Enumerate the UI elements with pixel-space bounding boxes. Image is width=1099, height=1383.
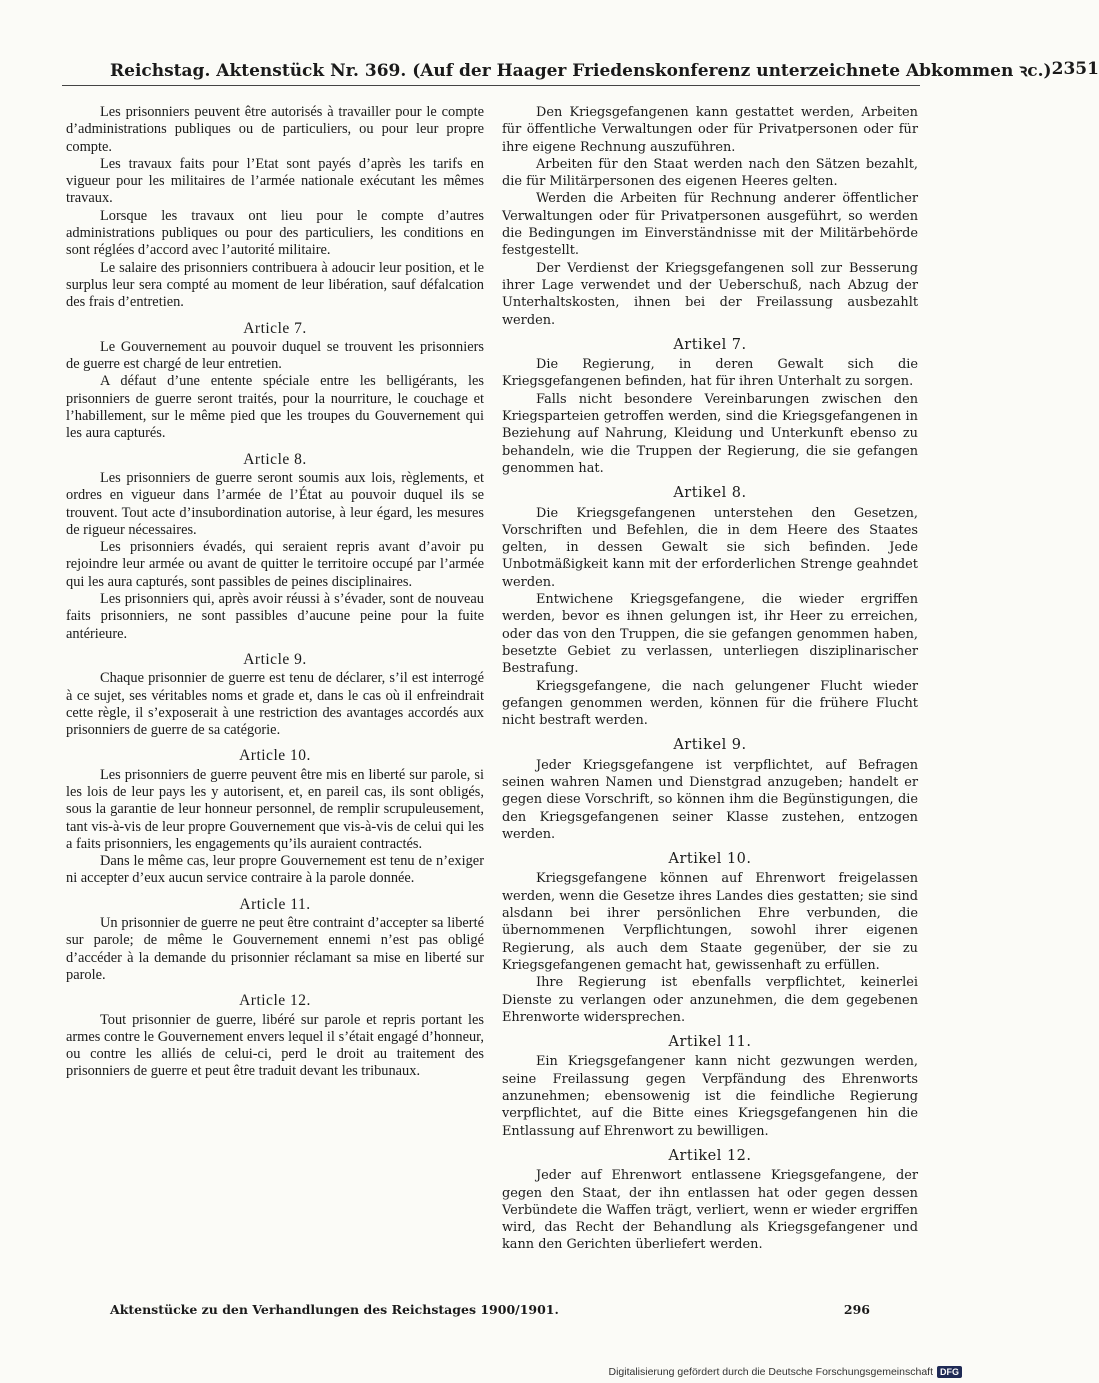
article-heading: Artikel 7. bbox=[673, 336, 747, 353]
article-paragraph: Jeder auf Ehrenwort entlassene Kriegsgefangene, der gegen den Staat, der ihn entlassen hat oder gegen dessen Verbündete die Waffen trägt, verliert, wenn er wieder ergriffen wird, das Recht der Behandlung als Kriegsgefangener und kann den Gerichten überliefert werden. bbox=[502, 1168, 918, 1253]
dfg-logo-icon: DFG bbox=[937, 1366, 962, 1378]
footer-source: Aktenstücke zu den Verhandlungen des Reichstages 1900/1901. bbox=[110, 1302, 559, 1317]
intro-paragraph: Der Verdienst der Kriegsgefangenen soll zur Besserung ihrer Lage verwendet und der Ueberschuß, nach Abzug der Unterhaltskosten, ihnen bei der Freilassung ausbezahlt werden. bbox=[502, 260, 918, 328]
intro-paragraph: Les prisonniers peuvent être autorisés à travailler pour le compte d’administrations publiques ou de particuliers, ou pour leur propre compte. bbox=[66, 104, 484, 155]
page-number: 2351 bbox=[1051, 59, 1099, 79]
intro-paragraph: Den Kriegsgefangenen kann gestattet werden, Arbeiten für öffentliche Verwaltungen oder für Privatpersonen oder für ihre eigene Rechnung auszuführen. bbox=[502, 105, 918, 155]
article-heading: Article 11. bbox=[239, 895, 311, 913]
article-paragraph: Les prisonniers de guerre seront soumis aux lois, règlements, et ordres en vigueur dans l’armée de l’État au pouvoir duquel ils se trouvent. Tout acte d’insubordination autorise, à leur égard, les mesures de rigueur nécessaires. bbox=[66, 469, 484, 538]
intro-paragraph: Werden die Arbeiten für Rechnung anderer öffentlicher Verwaltungen oder für Privatpersonen ausgeführt, so werden die Bedingungen im Einverständnisse mit der Militärbehörde festgestellt. bbox=[502, 191, 918, 259]
article-paragraph: Ein Kriegsgefangener kann nicht gezwungen werden, seine Freilassung gegen Verpfändung des Ehrenworts anzunehmen; ebensowenig ist die feindliche Regierung verpflichtet, auf die Bitte eines Kriegsgefangenen hin die Entlassung auf Ehrenwort zu bewilligen. bbox=[502, 1054, 918, 1139]
article-heading: Article 7. bbox=[243, 319, 307, 337]
article-paragraph: Les prisonniers qui, après avoir réussi à s’évader, sont de nouveau faits prisonniers, ne sont passibles d’aucune peine pour la fuite antérieure. bbox=[66, 591, 484, 642]
article-heading: Artikel 8. bbox=[673, 485, 747, 502]
article-paragraph: Die Kriegsgefangenen unterstehen den Gesetzen, Vorschriften und Befehlen, die in dem Heere des Staates gelten, in dessen Gewalt sie sich befinden. Jede Unbotmäßigkeit kann mit der erforderlichen Strenge geahndet werden. bbox=[502, 505, 918, 590]
article-heading: Article 10. bbox=[239, 747, 311, 765]
article-heading: Article 8. bbox=[243, 450, 307, 468]
header-title: Reichstag. Aktenstück Nr. 369. (Auf der Haager Friedenskonferenz unterzeichnete Abkommen ꝛc.) bbox=[110, 60, 1052, 81]
article-paragraph: Le Gouvernement au pouvoir duquel se trouvent les prisonniers de guerre est chargé de leur entretien. bbox=[66, 338, 484, 373]
article-paragraph: Dans le même cas, leur propre Gouvernement est tenu de n’exiger ni accepter d’eux aucun service contraire à la parole donnée. bbox=[66, 853, 484, 887]
article-heading: Artikel 11. bbox=[668, 1034, 752, 1051]
header-rule bbox=[62, 85, 920, 86]
intro-paragraph: Les travaux faits pour l’Etat sont payés d’après les tarifs en vigueur pour les militaires de l’armée nationale exécutant les mêmes travaux. bbox=[66, 155, 484, 207]
article-heading: Artikel 12. bbox=[668, 1147, 752, 1164]
french-column bbox=[66, 104, 484, 1081]
article-heading: Article 9. bbox=[243, 650, 307, 668]
intro-paragraph: Lorsque les travaux ont lieu pour le compte d’autres administrations publiques ou pour des particuliers, les conditions en sont réglées d’accord avec l’autorité militaire. bbox=[66, 207, 484, 259]
article-heading: Artikel 10. bbox=[668, 851, 752, 868]
intro-paragraph: Arbeiten für den Staat werden nach den Sätzen bezahlt, die für Militärpersonen des eigenen Heeres gelten. bbox=[502, 156, 918, 190]
article-paragraph: Kriegsgefangene, die nach gelungener Flucht wieder gefangen genommen werden, können für die frühere Flucht nicht bestraft werden. bbox=[502, 678, 918, 729]
running-header bbox=[110, 56, 1099, 82]
article-heading: Article 12. bbox=[239, 992, 311, 1010]
article-paragraph: Ihre Regierung ist ebenfalls verpflichtet, keinerlei Dienste zu verlangen oder anzunehmen, die dem gegebenen Ehrenworte widersprechen. bbox=[502, 975, 918, 1025]
article-paragraph: Chaque prisonnier de guerre est tenu de déclarer, s’il est interrogé à ce sujet, ses véritables noms et grade et, dans le cas où il enfreindrait cette règle, il s’exposerait à une restriction des avantages accordés aux prisonniers de guerre de sa catégorie. bbox=[66, 670, 484, 739]
intro-paragraph: Le salaire des prisonniers contribuera à adoucir leur position, et le surplus leur sera compté au moment de leur libération, sauf défalcation des frais d’entretien. bbox=[66, 259, 484, 311]
article-paragraph: Jeder Kriegsgefangene ist verpflichtet, auf Befragen seinen wahren Namen und Dienstgrad anzugeben; handelt er gegen diese Vorschrift, so können ihm die Begünstigungen, die den Kriegsgefangenen seiner Klasse zustehen, entzogen werden. bbox=[502, 757, 918, 842]
article-paragraph: Les prisonniers de guerre peuvent être mis en liberté sur parole, si les lois de leur pays les y autorisent, et, en pareil cas, ils sont obligés, sous la garantie de leur honneur personnel, de remplir scrupuleusement, tant vis-à-vis de leur propre Gouvernement que vis-à-vis de celui qui les a faits prisonniers, les engagements qu’ils auraient contractés. bbox=[66, 766, 484, 852]
article-paragraph: Tout prisonnier de guerre, libéré sur parole et repris portant les armes contre le Gouvernement envers lequel il s’était engagé d’honneur, ou contre les alliés de celui-ci, perd le droit au traitement des prisonniers de guerre et peut être traduit devant les tribunaux. bbox=[66, 1011, 484, 1080]
article-paragraph: Falls nicht besondere Vereinbarungen zwischen den Kriegsparteien getroffen werden, sind die Kriegsgefangenen in Beziehung auf Nahrung, Kleidung und Unterkunft ebenso zu behandeln, wie die Truppen der Regierung, die sie gefangen genommen hat. bbox=[502, 391, 918, 476]
credit-text: Digitalisierung gefördert durch die Deutsche Forschungsgemeinschaft bbox=[608, 1366, 933, 1378]
article-paragraph: Die Regierung, in deren Gewalt sich die Kriegsgefangenen befinden, hat für ihren Unterhalt zu sorgen. bbox=[502, 357, 918, 390]
article-paragraph: Kriegsgefangene können auf Ehrenwort freigelassen werden, wenn die Gesetze ihres Landes dies gestatten; sie sind alsdann bei ihrer persönlichen Ehre verbunden, die übernommenen Verpflichtungen, sowohl ihrer eigenen Regierung, als auch dem Staate gegenüber, der sie zu Kriegsgefangenen gemacht hat, gewissenhaft zu erfüllen. bbox=[502, 871, 918, 973]
article-paragraph: Un prisonnier de guerre ne peut être contraint d’accepter sa liberté sur parole; de même le Gouvernement ennemi n’est pas obligé d’accéder à la demande du prisonnier réclamant sa mise en liberté sur parole. bbox=[66, 915, 484, 983]
article-paragraph: Les prisonniers évadés, qui seraient repris avant d’avoir pu rejoindre leur armée ou avant de quitter le territoire occupé par l’armée qui les aura capturés, sont passibles de peines disciplinaires. bbox=[66, 539, 484, 590]
digitization-credit bbox=[608, 1365, 962, 1379]
german-column bbox=[502, 104, 918, 1254]
page-footer bbox=[110, 1302, 870, 1320]
article-paragraph: A défaut d’une entente spéciale entre les belligérants, les prisonniers de guerre seront traités, pour la nourriture, le couchage et l’habillement, sur le même pied que les troupes du Gouvernement qui les aura capturés. bbox=[66, 373, 484, 442]
article-heading: Artikel 9. bbox=[673, 737, 747, 754]
footer-sheet-number: 296 bbox=[843, 1302, 870, 1317]
article-paragraph: Entwichene Kriegsgefangene, die wieder ergriffen werden, bevor es ihnen gelungen ist, ihr Heer zu erreichen, oder das von den Truppen, die sie gefangen genommen haben, besetzte Gebiet zu verlassen, unterliegen disziplinarischer Bestrafung. bbox=[502, 592, 918, 677]
